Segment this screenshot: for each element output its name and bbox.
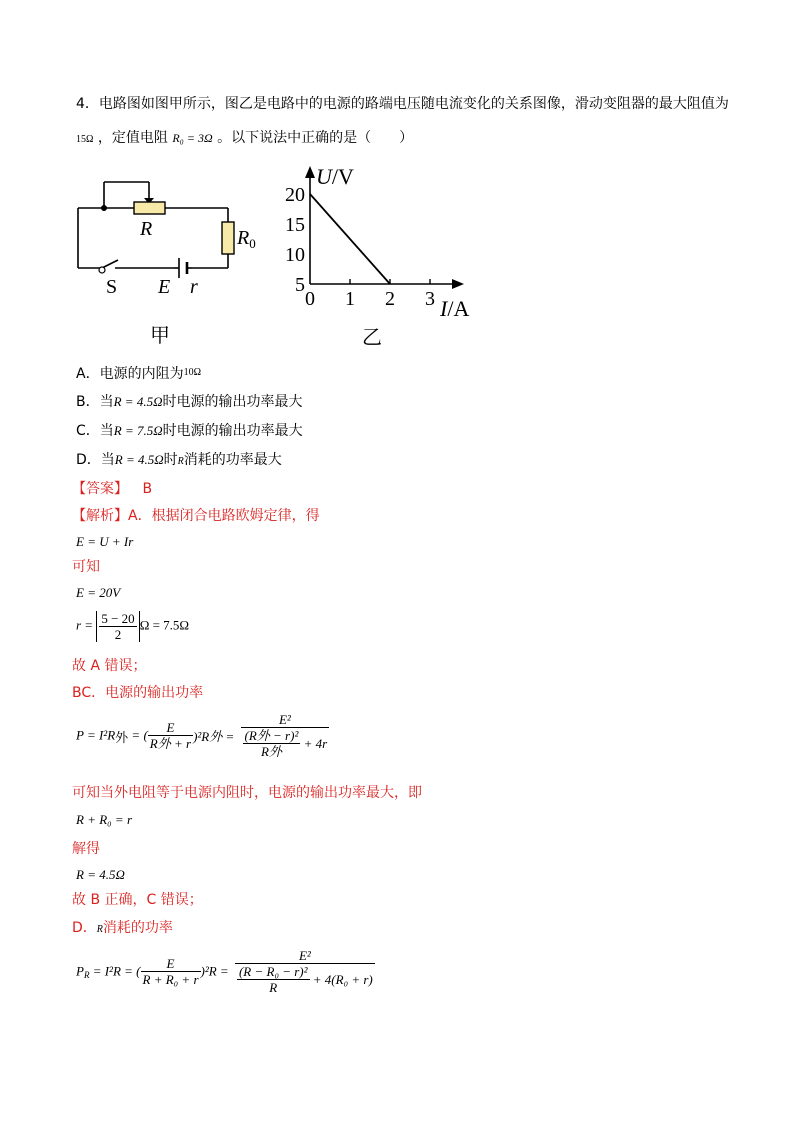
answer-value: B [142, 481, 153, 497]
equation-2: E = 20V [76, 585, 121, 600]
option-d-formula: R = 4.5Ω [114, 452, 164, 467]
label-r0: $R_0$ [237, 227, 256, 251]
fixed-resistor [222, 222, 234, 254]
y-tick-label: 10 [285, 244, 305, 266]
equation-3: r = $\frac{5 - 20}{2}$ Ω = 7.5Ω [76, 611, 190, 642]
option-a-value: 10Ω [183, 367, 202, 378]
option-c-suffix: 时电源的输出功率最大 [162, 423, 303, 439]
option-c [76, 422, 303, 440]
option-a [76, 364, 201, 383]
label-emf: E [158, 276, 171, 298]
option-a-text: A．电源的内阻为 [76, 366, 184, 382]
option-c-formula: R = 7.5Ω [113, 423, 163, 438]
equation-6: R = 4.5Ω [76, 867, 125, 882]
equation-7: $P_R = I^2R$ = ( $\frac{E}{\text{R + R₀ + r}}$ )²R = E² $\frac{\text{(R − R₀ − r)²}}{R}$ + 4(R₀ + r) [76, 948, 373, 995]
fixed-resistor-formula: R₀ = 3Ω [172, 131, 213, 145]
answer-line [72, 480, 152, 498]
y-tick-label: 20 [285, 184, 305, 206]
max-resistance-value: 15Ω [76, 134, 94, 145]
equation-5: R + R₀ = r [76, 812, 133, 827]
caption-yi: 乙 [362, 327, 382, 349]
option-b-formula: R = 4.5Ω [113, 394, 163, 409]
x-tick-label: 1 [345, 288, 355, 310]
x-axis-label: I/A [440, 296, 470, 321]
bc-text: 可知当外电阻等于电源内阻时，电源的输出功率最大，即 [72, 785, 422, 801]
variable-resistor [134, 202, 165, 214]
question-line-1: 4．电路图如图甲所示，图乙是电路中的电源的路端电压随电流变化的关系图像，滑动变阻器的最大阻值为 [76, 96, 729, 112]
option-b [76, 393, 302, 411]
option-c-prefix: C．当 [76, 423, 114, 439]
question-text-part: ，定值电阻 [97, 130, 168, 146]
equation-4: $P = I^2R_外$ = ( $\frac{E}{\text{R外 + r}}$ )²R外 = E² $\frac{\text{(R外 − r)²}}{\text{R外}}$ + 4r [76, 712, 328, 759]
x-tick-label: 2 [385, 288, 395, 310]
a-conclusion: 故 A 错误； [72, 658, 147, 674]
y-tick-label: 5 [295, 274, 305, 296]
option-d-suffix: 消耗的功率最大 [183, 452, 282, 468]
label-internal-r: r [190, 276, 198, 298]
analysis-label: 【解析】 [72, 508, 128, 524]
label-switch: S [106, 276, 118, 298]
d-intro: D．R消耗的功率 [72, 920, 173, 936]
analysis-intro [72, 507, 320, 525]
analysis-a-intro: A．根据闭合电路欧姆定律，得 [128, 508, 320, 524]
answer-label: 【答案】 [72, 481, 128, 497]
x-tick-label: 3 [425, 288, 435, 310]
y-tick-label: 15 [285, 214, 305, 236]
question-line-2 [76, 129, 413, 149]
option-d-prefix: D．当 [76, 452, 115, 468]
u-i-line [310, 194, 390, 284]
circuit-diagram [70, 170, 280, 350]
question-text-part: 。以下说法中正确的是（ ） [217, 130, 414, 146]
option-d-mid: 时 [163, 452, 178, 468]
y-axis-arrow [305, 166, 315, 178]
label-r: R [140, 218, 153, 240]
option-d-var: R [177, 456, 184, 467]
bc-conclusion: 故 B 正确，C 错误； [72, 892, 203, 908]
y-axis-label: U/V [316, 164, 354, 189]
kezhi-text: 可知 [72, 559, 100, 575]
x-tick-label: 0 [305, 288, 315, 310]
voltage-current-graph [278, 160, 493, 360]
option-b-prefix: B．当 [76, 394, 114, 410]
equation-1: E = U + Ir [76, 534, 134, 549]
option-d [76, 451, 282, 471]
bc-intro: BC．电源的输出功率 [72, 685, 204, 701]
jiede-text: 解得 [72, 841, 100, 857]
caption-jia: 甲 [150, 325, 170, 347]
option-b-suffix: 时电源的输出功率最大 [162, 394, 303, 410]
x-axis-arrow [452, 279, 464, 289]
